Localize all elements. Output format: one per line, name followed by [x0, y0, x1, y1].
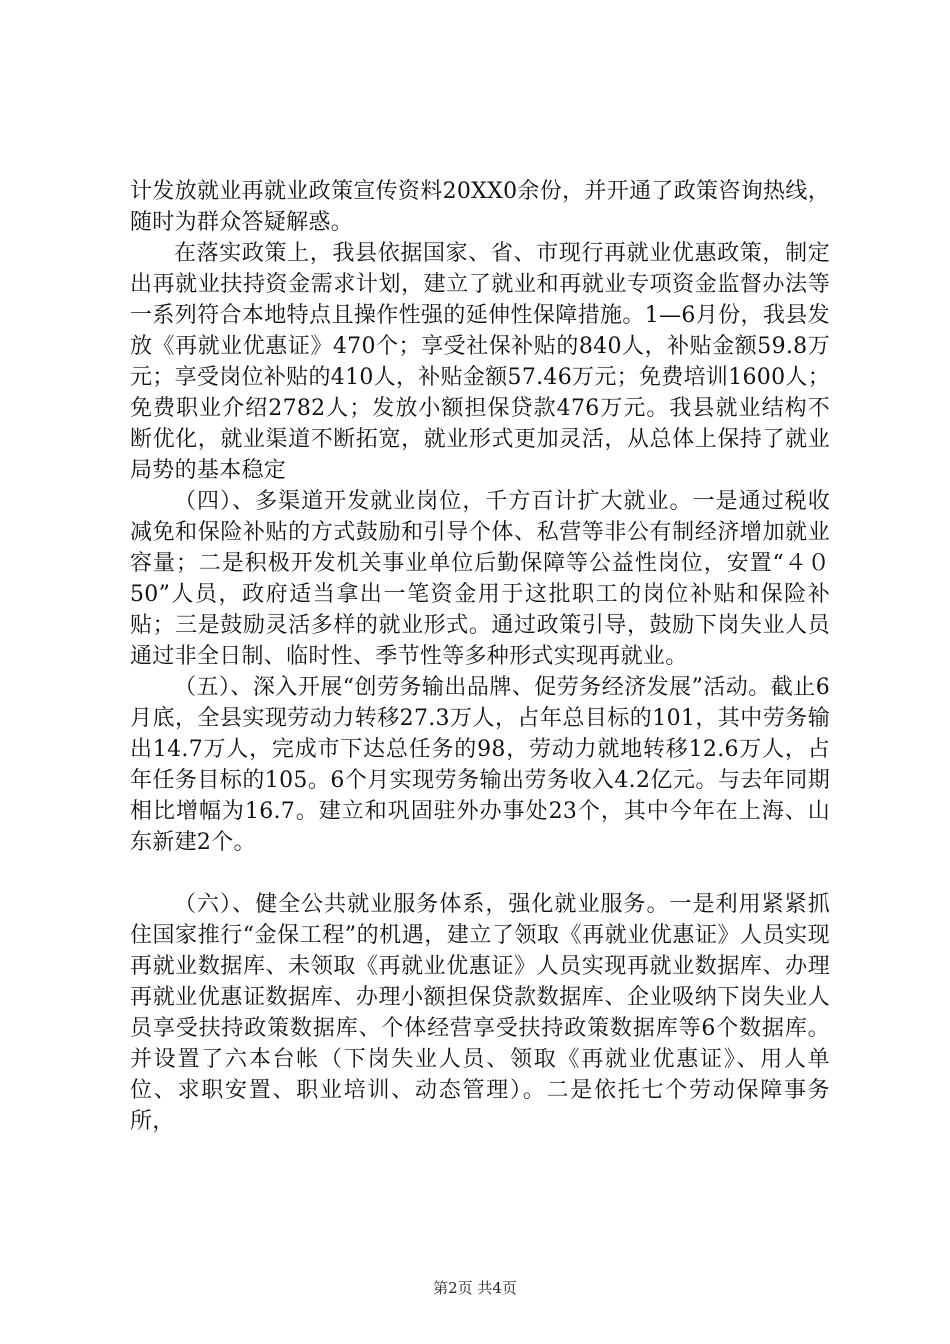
document-body [130, 176, 830, 1137]
paragraph-section-five: （五）、深入开展“创劳务输出品牌、促劳务经济发展”活动。截止6月底，全县实现劳动力转移27.3万人，占年总目标的101，其中劳务输出14.7万人，完成市下达总任务的98，劳动力就地转移12.6万人，占年任务目标的105。6个月实现劳务输出劳务收入4.2亿元。与去年同期相比增幅为16.7。建立和巩固驻外办事处23个，其中今年在上海、山东新建2个。 [130, 675, 830, 855]
paragraph-continuation: 计发放就业再就业政策宣传资料20XX0余份，并开通了政策咨询热线，随时为群众答疑解惑。 [130, 179, 830, 235]
paragraph-section-four: （四）、多渠道开发就业岗位，千方百计扩大就业。一是通过税收减免和保险补贴的方式鼓励和引导个体、私营等非公有制经济增加就业容量；二是积极开发机关事业单位后勤保障等公益性岗位，安置“４０50”人员，政府适当拿出一笔资金用于这批职工的岗位补贴和保险补贴；三是鼓励灵活多样的就业形式。通过政策引导，鼓励下岗失业人员通过非全日制、临时性、季节性等多种形式实现再就业。 [130, 489, 830, 669]
page-number-footer: 第2页 共4页 [433, 1279, 517, 1297]
paragraph-policy-implementation: 在落实政策上，我县依据国家、省、市现行再就业优惠政策，制定出再就业扶持资金需求计划，建立了就业和再就业专项资金监督办法等一系列符合本地特点且操作性强的延伸性保障措施。1—6月份，我县发放《再就业优惠证》470个；享受社保补贴的840人，补贴金额59.8万元；享受岗位补贴的410人，补贴金额57.46万元；免费培训1600人；免费职业介绍2782人；发放小额担保贷款476万元。我县就业结构不断优化，就业渠道不断拓宽，就业形式更加灵活，从总体上保持了就业局势的基本稳定 [130, 241, 830, 483]
paragraph-section-six: （六）、健全公共就业服务体系，强化就业服务。一是利用紧紧抓住国家推行“金保工程”的机遇，建立了领取《再就业优惠证》人员实现再就业数据库、未领取《再就业优惠证》人员实现再就业数据库、办理再就业优惠证数据库、办理小额担保贷款数据库、企业吸纳下岗失业人员享受扶持政策数据库、个体经营享受扶持政策数据库等6个数据库。并设置了六本台帐（下岗失业人员、领取《再就业优惠证》、用人单位、求职安置、职业培训、动态管理）。二是依托七个劳动保障事务所， [130, 892, 830, 1134]
